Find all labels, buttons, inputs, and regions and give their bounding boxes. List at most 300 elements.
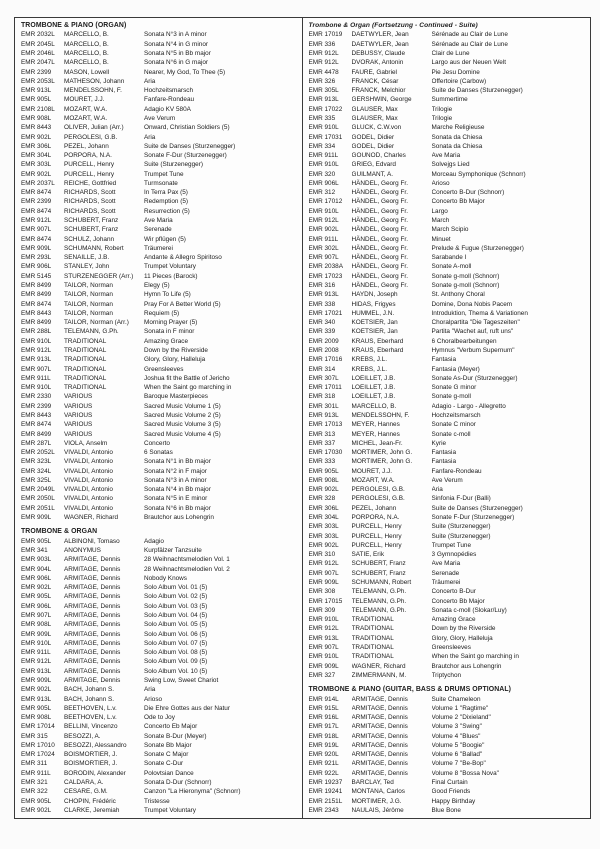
row-composer: TRADITIONAL xyxy=(64,337,107,345)
row-composer: SCHUBERT, Franz xyxy=(351,569,406,577)
catalog-row xyxy=(309,346,587,355)
row-composer: MENDELSSOHN, F. xyxy=(351,411,410,419)
row-composer: HÄNDEL, Georg Fr. xyxy=(351,189,408,197)
row-title: 28 Weihnachtsmelodien Vol. 2 xyxy=(144,565,230,573)
catalog-row xyxy=(21,383,298,392)
row-code: EMR 2037L xyxy=(21,179,55,187)
catalog-row xyxy=(309,578,587,587)
row-composer: ARMITAGE, Dennis xyxy=(64,574,121,582)
row-title: Offertoire (Carbow) xyxy=(431,77,487,85)
section-header: TROMBONE & PIANO (ORGAN) xyxy=(21,22,127,29)
section-header: TROMBONE & ORGAN xyxy=(21,528,98,536)
row-code: EMR 911L xyxy=(21,374,51,382)
row-composer: TRADITIONAL xyxy=(64,356,107,364)
row-code: EMR 914L xyxy=(308,695,339,703)
row-code: EMR 912L xyxy=(21,346,52,354)
row-composer: BESOZZI, A. xyxy=(64,732,101,740)
row-code: EMR 338 xyxy=(308,300,336,308)
row-title: Sonate F-Dur (Sturzenegger) xyxy=(144,152,227,160)
catalog-row xyxy=(309,504,587,513)
row-title: Ave Verum xyxy=(431,476,463,484)
row-composer: TRADITIONAL xyxy=(64,374,107,382)
row-code: EMR 304L xyxy=(21,152,52,160)
row-title: Onward, Christian Soldiers (5) xyxy=(144,124,230,132)
row-composer: RICHARDS, Scott xyxy=(64,198,116,206)
row-title: Solo Album Vol. 06 (5) xyxy=(144,630,208,638)
row-composer: TAILOR, Norman xyxy=(64,282,113,289)
row-composer: OLIVER, Julian (Arr.) xyxy=(64,124,124,132)
row-composer: MOZART, W.A. xyxy=(64,105,108,113)
row-title: Pray For A Better World (5) xyxy=(144,300,221,308)
row-code: EMR 328 xyxy=(308,495,336,503)
row-code: EMR 905L xyxy=(308,467,339,475)
catalog-row xyxy=(309,58,587,67)
catalog-row xyxy=(21,170,298,179)
row-composer: SCHUMANN, Robert xyxy=(64,244,124,252)
row-code: EMR 17012 xyxy=(308,198,343,206)
row-title: Arioso xyxy=(144,695,163,703)
catalog-row xyxy=(309,244,587,253)
row-composer: VIVALDI, Antonio xyxy=(64,495,113,503)
catalog-row xyxy=(309,704,587,713)
row-title: Amazing Grace xyxy=(431,616,476,624)
catalog-row xyxy=(309,290,587,299)
catalog-row xyxy=(21,704,298,713)
row-title: In Terra Pax (5) xyxy=(144,189,188,197)
catalog-row xyxy=(21,244,298,253)
catalog-row xyxy=(309,281,587,290)
row-composer: VIOLA, Anselm xyxy=(64,439,108,447)
row-composer: HÄNDEL, Georg Fr. xyxy=(351,263,408,271)
row-title: Sonate C minor xyxy=(431,421,476,429)
catalog-row xyxy=(309,606,587,615)
row-code: EMR 902L xyxy=(308,486,339,494)
row-title: Redemption (5) xyxy=(144,198,189,206)
catalog-row xyxy=(21,309,298,318)
catalog-row xyxy=(21,648,298,657)
row-title: Amazing Grace xyxy=(144,337,189,345)
catalog-row xyxy=(309,722,587,731)
catalog-row xyxy=(309,541,587,550)
row-composer: CESARE, G.M. xyxy=(64,788,108,796)
row-composer: TRADITIONAL xyxy=(64,384,107,392)
row-code: EMR 5145 xyxy=(21,272,52,280)
catalog-row xyxy=(21,188,298,197)
row-title: Sacred Music Volume 2 (5) xyxy=(144,411,221,419)
row-composer: MORTIMER, John G. xyxy=(351,449,413,457)
catalog-row xyxy=(21,667,298,676)
row-code: EMR 17013 xyxy=(308,421,343,429)
row-code: EMR 336 xyxy=(308,40,336,48)
catalog-row xyxy=(309,476,587,485)
row-title: Down by the Riverside xyxy=(431,625,496,633)
catalog-row xyxy=(309,806,587,815)
row-composer: TRADITIONAL xyxy=(351,643,394,651)
row-title: Die Ehre Gottes aus der Natur xyxy=(144,704,230,712)
row-title: When the Saint go marching in xyxy=(431,653,519,661)
row-title: Kyrie xyxy=(431,439,447,447)
catalog-row xyxy=(21,281,298,290)
row-composer: ALBINONI, Tomaso xyxy=(64,537,120,545)
catalog-row xyxy=(21,676,298,685)
row-composer: ARMITAGE, Dennis xyxy=(64,658,121,666)
catalog-row xyxy=(309,151,587,160)
row-code: EMR 17030 xyxy=(308,449,343,457)
row-code: EMR 902L xyxy=(308,226,339,234)
catalog-row xyxy=(309,695,587,704)
row-code: EMR 17014 xyxy=(21,723,55,731)
row-code: EMR 907L xyxy=(308,569,339,577)
catalog-row xyxy=(21,448,298,457)
row-title: Solo Album Vol. 03 (5) xyxy=(144,602,208,610)
row-code: EMR 302L xyxy=(308,244,339,252)
catalog-row xyxy=(21,235,298,244)
row-composer: TAILOR, Norman (Arr.) xyxy=(64,319,129,327)
row-title: Sonata N°6 in G major xyxy=(144,59,209,67)
row-code: EMR 8443 xyxy=(21,411,52,419)
row-composer: ANONYMUS xyxy=(64,547,101,554)
catalog-row xyxy=(309,597,587,606)
row-code: EMR 912L xyxy=(21,658,52,666)
row-title: Largo xyxy=(431,207,448,215)
row-code: EMR 907L xyxy=(21,611,52,619)
row-code: EMR 906L xyxy=(21,602,52,610)
row-title: Sonate g-moll xyxy=(431,393,471,401)
catalog-row xyxy=(21,759,298,768)
row-composer: PERGOLESI, G.B. xyxy=(351,495,405,503)
catalog-row xyxy=(309,485,587,494)
row-title: Trumpet Voluntary xyxy=(144,806,196,814)
row-title: Serenade xyxy=(431,569,460,577)
row-title: Domine, Dona Nobis Pacem xyxy=(431,300,513,308)
row-code: EMR 907L xyxy=(308,254,339,262)
row-composer: STANLEY, John xyxy=(64,263,110,271)
row-code: EMR 17031 xyxy=(308,133,343,141)
row-code: EMR 341 xyxy=(21,547,48,554)
catalog-row xyxy=(309,797,587,806)
catalog-row xyxy=(309,559,587,568)
row-title: Solvejgs Lied xyxy=(431,161,470,169)
row-title: Glory, Glory, Halleluja xyxy=(431,634,493,642)
row-code: EMR 2052L xyxy=(21,449,55,457)
catalog-row xyxy=(309,188,587,197)
row-code: EMR 318 xyxy=(308,393,336,401)
row-composer: HÄNDEL, Georg Fr. xyxy=(351,198,408,206)
catalog-row xyxy=(21,133,298,142)
row-title: Sonate C-Dur xyxy=(144,760,184,768)
row-code: EMR 910L xyxy=(21,337,52,345)
row-composer: HÄNDEL, Georg Fr. xyxy=(351,207,408,215)
row-code: EMR 904L xyxy=(21,565,52,573)
catalog-row xyxy=(21,225,298,234)
row-title: Volume 3 "Swing" xyxy=(431,723,482,731)
row-code: EMR 913L xyxy=(308,634,339,642)
row-composer: FRANCK, Melchior xyxy=(351,87,406,95)
row-title: 3 Gymnopédies xyxy=(431,551,477,559)
row-title: 11 Pieces (Barock) xyxy=(144,272,198,280)
catalog-row xyxy=(21,105,298,114)
row-code: EMR 913L xyxy=(21,695,52,703)
row-title: Volume 2 "Dixieland" xyxy=(431,714,491,722)
row-title: Summertime xyxy=(431,96,468,104)
row-composer: VIVALDI, Antonio xyxy=(64,458,113,466)
row-code: EMR 17011 xyxy=(308,384,342,392)
catalog-row xyxy=(21,565,298,574)
row-title: Sonate g-moll (Schnorr) xyxy=(431,282,500,289)
row-composer: VIVALDI, Antonio xyxy=(64,476,113,484)
row-title: Canzon "La Hieronyma" (Schnorr) xyxy=(144,788,241,796)
row-code: EMR 910L xyxy=(308,207,339,215)
row-code: EMR 902L xyxy=(21,584,52,592)
row-code: EMR 17016 xyxy=(308,356,343,364)
section-header: TROMBONE & PIANO (GUITAR, BASS & DRUMS OPTIONAL) xyxy=(308,686,512,694)
catalog-row xyxy=(21,355,298,364)
row-code: EMR 303L xyxy=(308,523,339,531)
row-composer: PURCELL, Henry xyxy=(351,532,402,540)
row-code: EMR 906L xyxy=(21,574,52,582)
catalog-row xyxy=(21,685,298,694)
row-composer: MEYER, Hannes xyxy=(351,421,400,429)
row-code: EMR 327 xyxy=(308,671,336,679)
row-code: EMR 2038A xyxy=(308,263,343,271)
row-composer: ARMITAGE, Dennis xyxy=(351,751,408,759)
row-title: Concerto Bb Major xyxy=(431,198,485,206)
row-code: EMR 910L xyxy=(308,124,339,132)
catalog-row xyxy=(309,327,587,336)
row-composer: HIDAS, Frigyes xyxy=(351,300,396,308)
row-title: Happy Birthday xyxy=(431,797,476,805)
row-title: Sonate A-moll xyxy=(431,263,472,271)
row-code: EMR 919L xyxy=(308,741,339,749)
catalog-section xyxy=(21,21,298,522)
row-code: EMR 335 xyxy=(308,114,336,122)
row-code: EMR 905L xyxy=(21,704,52,712)
row-code: EMR 905L xyxy=(21,537,52,545)
row-code: EMR 8474 xyxy=(21,235,52,243)
row-composer: TELEMANN, G.Ph. xyxy=(351,588,407,596)
row-code: EMR 910L xyxy=(308,653,339,661)
catalog-row xyxy=(21,592,298,601)
row-code: EMR 911L xyxy=(21,769,51,777)
row-composer: SCHUBERT, Franz xyxy=(64,226,119,234)
catalog-row xyxy=(309,769,587,778)
row-composer: PERGOLESI, G.B. xyxy=(351,486,405,494)
row-code: EMR 308 xyxy=(308,588,336,596)
row-title: Ave Maria xyxy=(144,217,173,225)
row-composer: GUILMANT, A. xyxy=(351,170,394,178)
row-code: EMR 917L xyxy=(308,723,339,731)
row-code: EMR 910L xyxy=(308,161,339,169)
row-composer: VARIOUS xyxy=(64,402,93,410)
catalog-row xyxy=(21,797,298,806)
row-title: Fantasia xyxy=(431,449,457,457)
row-code: EMR 913L xyxy=(308,411,339,419)
catalog-row xyxy=(309,365,587,374)
row-composer: BARCLAY, Ted xyxy=(351,779,394,787)
row-title: Baroque Masterpieces xyxy=(144,393,208,401)
row-code: EMR 909L xyxy=(21,630,52,638)
row-code: EMR 8443 xyxy=(21,309,52,317)
row-code: EMR 921L xyxy=(308,760,339,768)
row-code: EMR 316 xyxy=(308,282,336,289)
row-title: Volume 6 "Ballad" xyxy=(431,751,483,759)
catalog-row xyxy=(309,40,587,49)
row-title: Final Curtain xyxy=(431,779,468,787)
row-code: EMR 8474 xyxy=(21,207,52,215)
catalog-row xyxy=(21,583,298,592)
catalog-row xyxy=(21,253,298,262)
row-title: Fanfare-Rondeau xyxy=(144,96,195,104)
row-title: Aria xyxy=(144,686,156,694)
row-code: EMR 2399 xyxy=(21,402,52,410)
row-composer: WAGNER, Richard xyxy=(64,514,119,522)
row-code: EMR 325L xyxy=(21,476,52,484)
row-title: Solo Album Vol. 02 (5) xyxy=(144,593,208,601)
row-code: EMR 916L xyxy=(308,714,339,722)
row-title: St. Anthony Choral xyxy=(431,291,485,299)
catalog-row xyxy=(21,741,298,750)
row-composer: TRADITIONAL xyxy=(351,616,394,624)
row-code: EMR 908L xyxy=(21,621,52,629)
catalog-row xyxy=(21,555,298,564)
row-title: Solo Album Vol. 09 (5) xyxy=(144,658,208,666)
row-title: Hochzeitsmarsch xyxy=(431,411,481,419)
row-title: Resurrection (5) xyxy=(144,207,190,215)
row-title: Good Friends xyxy=(431,788,471,796)
row-title: Suite (Sturzenegger) xyxy=(431,523,491,531)
catalog-row xyxy=(21,439,298,448)
row-code: EMR 2399 xyxy=(21,198,52,206)
catalog-row xyxy=(309,225,587,234)
row-composer: PORPORA, N.A. xyxy=(64,152,112,160)
catalog-row xyxy=(309,411,587,420)
row-title: Nobody Knows xyxy=(144,574,187,582)
row-code: EMR 2008 xyxy=(308,346,339,354)
row-composer: GOUNOD, Charles xyxy=(351,152,406,160)
row-title: Solo Album Vol. 07 (5) xyxy=(144,639,208,647)
row-code: EMR 311 xyxy=(21,760,48,768)
row-composer: KREBS, J.L. xyxy=(351,365,388,373)
row-code: EMR 312 xyxy=(308,189,336,197)
catalog-row xyxy=(21,327,298,336)
row-composer: KOETSIER, Jan xyxy=(351,328,398,336)
row-composer: KOETSIER, Jan xyxy=(351,319,398,327)
row-composer: HÄNDEL, Georg Fr. xyxy=(351,235,408,243)
row-title: Concerto Eb Major xyxy=(144,723,198,731)
row-title: Sonate As-Dur (Sturzenegger) xyxy=(431,374,518,382)
catalog-row xyxy=(21,160,298,169)
catalog-row xyxy=(21,123,298,132)
catalog-section xyxy=(21,527,298,815)
row-composer: TAILOR, Norman xyxy=(64,309,113,317)
row-composer: PERGOLESI, G.B. xyxy=(64,133,118,141)
row-title: Trumpet Tune xyxy=(431,541,472,549)
row-title: Solo Album Vol. 10 (5) xyxy=(144,667,208,675)
row-composer: PEZEL, Johann xyxy=(351,504,397,512)
row-title: Sonate B-Dur (Meyer) xyxy=(144,732,207,740)
row-title: March Scipio xyxy=(431,226,469,234)
row-composer: ARMITAGE, Dennis xyxy=(64,676,121,684)
row-code: EMR 2343 xyxy=(308,806,339,814)
catalog-row xyxy=(21,392,298,401)
row-composer: MENDELSSOHN, F. xyxy=(64,87,122,95)
row-title: Sonata da Chiesa xyxy=(431,133,483,141)
row-composer: PURCELL, Henry xyxy=(351,523,402,531)
row-composer: TELEMANN, G.Ph. xyxy=(64,328,119,336)
row-composer: ARMITAGE, Dennis xyxy=(351,695,408,703)
row-code: EMR 323L xyxy=(21,458,52,466)
row-title: Ave Verum xyxy=(144,114,176,122)
catalog-row xyxy=(21,722,298,731)
catalog-row xyxy=(309,787,587,796)
row-code: EMR 313 xyxy=(308,430,336,438)
catalog-row xyxy=(21,732,298,741)
row-title: Elegy (5) xyxy=(144,282,170,289)
row-title: Hochzeitsmarsch xyxy=(144,87,194,95)
row-title: Concerto xyxy=(144,439,170,447)
row-title: Concerto Bb Major xyxy=(431,597,485,605)
catalog-row xyxy=(309,634,587,643)
row-composer: MARCELLO, B. xyxy=(64,59,109,67)
catalog-row xyxy=(21,337,298,346)
row-code: EMR 339 xyxy=(308,328,336,336)
catalog-row xyxy=(21,95,298,104)
row-composer: MORTIMER, J.G. xyxy=(351,797,402,805)
row-title: Turmsonate xyxy=(144,179,178,187)
row-title: Blue Bone xyxy=(431,806,461,814)
catalog-row xyxy=(309,95,587,104)
row-code: EMR 902L xyxy=(21,686,52,694)
row-title: Träumerei xyxy=(431,579,461,586)
row-code: EMR 8474 xyxy=(21,189,52,197)
row-title: Ave Maria xyxy=(431,560,461,568)
row-code: EMR 907L xyxy=(21,365,52,373)
row-composer: MICHEL, Jean-Fr. xyxy=(351,439,403,447)
row-title: Aria xyxy=(144,77,156,85)
row-composer: SCHUBERT, Franz xyxy=(351,560,406,568)
row-code: EMR 2051L xyxy=(21,504,55,512)
row-composer: MARCELLO, B. xyxy=(64,31,109,39)
row-code: EMR 320 xyxy=(308,170,336,178)
row-title: Sonate g-moll (Schnorr) xyxy=(431,272,500,280)
row-composer: ZIMMERMANN, M. xyxy=(351,671,407,679)
row-code: EMR 17015 xyxy=(308,597,343,605)
row-composer: VARIOUS xyxy=(64,393,93,401)
row-composer: STURZENEGGER (Arr.) xyxy=(64,272,134,280)
row-code: EMR 911L xyxy=(308,235,339,243)
row-code: EMR 902L xyxy=(21,170,52,178)
row-code: EMR 905L xyxy=(21,797,52,805)
row-composer: HAYDN, Joseph xyxy=(351,291,398,299)
catalog-row xyxy=(21,778,298,787)
row-title: Minuet xyxy=(431,235,451,243)
row-title: Choralpartita "Die Tageszeiten" xyxy=(431,319,520,327)
catalog-row xyxy=(309,49,587,58)
row-code: EMR 912L xyxy=(308,625,339,633)
row-composer: MOZART, W.A. xyxy=(351,476,395,484)
row-code: EMR 2050L xyxy=(21,495,55,503)
row-composer: ARMITAGE, Dennis xyxy=(351,714,408,722)
row-title: Swing Low, Sweet Chariot xyxy=(144,676,219,684)
catalog-row xyxy=(309,392,587,401)
catalog-row xyxy=(309,170,587,179)
row-title: Sinfonia F-Dur (Balli) xyxy=(431,495,491,503)
row-code: EMR 920L xyxy=(308,751,339,759)
row-composer: ARMITAGE, Dennis xyxy=(64,611,121,619)
left-column xyxy=(15,18,303,818)
row-title: Andante & Allegro Spiritoso xyxy=(144,254,222,262)
row-code: EMR 334 xyxy=(308,142,336,150)
